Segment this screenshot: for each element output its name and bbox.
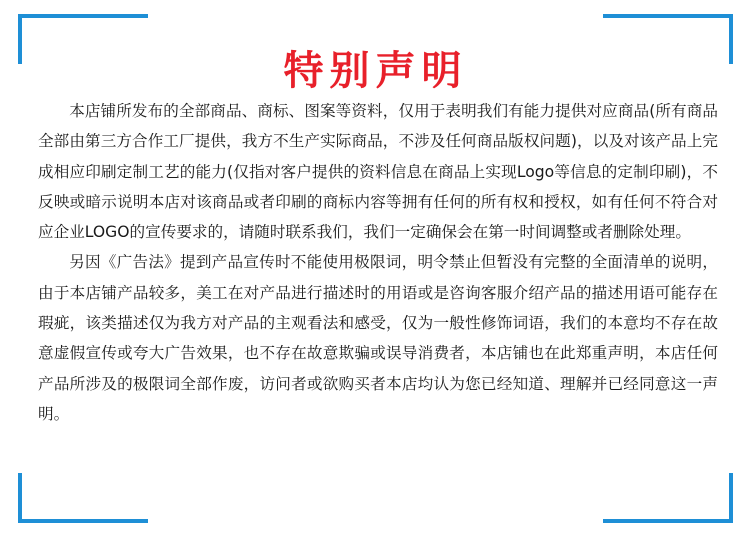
page-title: 特别声明 bbox=[283, 47, 468, 94]
statement-body bbox=[38, 96, 718, 429]
corner-bracket-bottom-left bbox=[18, 473, 148, 523]
statement-paragraph-2: 另因《广告法》提到产品宣传时不能使用极限词，明令禁止但暂没有完整的全面清单的说明，由于本店铺产品较多，美工在对产品进行描述时的用语或是咨询客服介绍产品的描述用语可能存在瑕疵，该类描述仅为我方对产品的主观看法和感受，仅为一般性修饰词语，我们的本意均不存在故意虚假宣传或夸大广告效果，也不存在故意欺骗或误导消费者，本店铺也在此郑重声明，本店任何产品所涉及的极限词全部作废，访问者或欲购买者本店均认为您已经知道、理解并已经同意这一声明。 bbox=[38, 253, 718, 423]
corner-bracket-bottom-right bbox=[603, 473, 733, 523]
statement-paragraph-1: 本店铺所发布的全部商品、商标、图案等资料，仅用于表明我们有能力提供对应商品(所有商品全部由第三方合作工厂提供，我方不生产实际商品，不涉及任何商品版权问题)，以及对该产品上完成相应印刷定制工艺的能力(仅指对客户提供的资料信息在商品上实现Logo等信息的定制印刷)，不反映或暗示说明本店对该商品或者印刷的商标内容等拥有任何的所有权和授权，如有任何不符合对应企业LOGO的宣传要求的，请随时联系我们，我们一定确保会在第一时间调整或者删除处理。 bbox=[38, 102, 718, 242]
